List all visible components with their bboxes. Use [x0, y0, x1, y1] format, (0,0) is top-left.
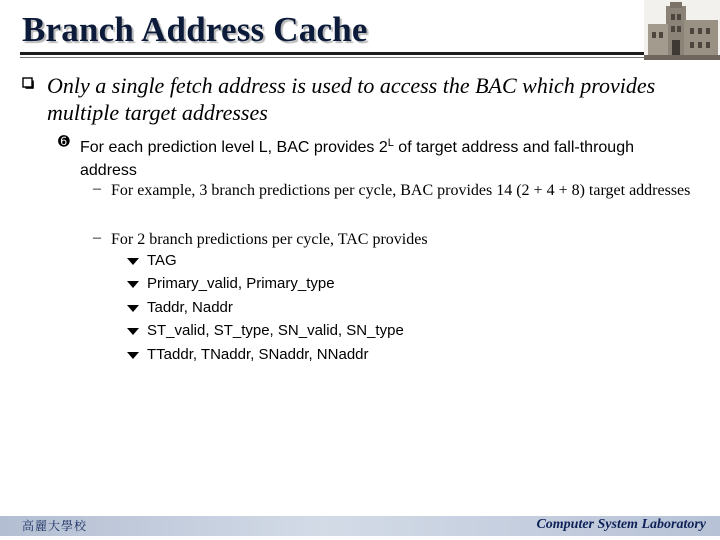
- down-arrow-bullet-icon: [127, 328, 139, 336]
- tac-field-item: ST_valid, ST_type, SN_valid, SN_type: [147, 322, 404, 339]
- sub-point-superscript: L: [387, 137, 394, 149]
- university-building-logo: [644, 0, 720, 60]
- sub-point-text-after: of target address and fall-through address: [80, 139, 634, 179]
- main-point-text: Only a single fetch address is used to access the BAC which provides multiple target addresses: [47, 73, 656, 125]
- slide-footer: [0, 516, 720, 536]
- slide-title: Branch Address Cache: [22, 10, 368, 49]
- example-item: For example, 3 branch predictions per cycle, BAC provides 14 (2 + 4 + 8) target addresses: [111, 182, 691, 199]
- square-bullet-icon: [22, 77, 34, 89]
- title-divider: [20, 52, 720, 55]
- tac-field-item: TTaddr, TNaddr, SNaddr, NNaddr: [147, 346, 369, 363]
- tac-field-item: Taddr, Naddr: [147, 299, 233, 316]
- numbered-circle-bullet-icon: ➏: [58, 134, 70, 150]
- down-arrow-bullet-icon: [127, 352, 139, 360]
- sub-point-text-before: For each prediction level L, BAC provides 2: [80, 139, 388, 156]
- lab-name: Computer System Laboratory: [536, 517, 706, 532]
- dash-bullet-icon: –: [93, 180, 101, 197]
- sub-point-text: [80, 132, 680, 182]
- university-name: 高麗大學校: [22, 519, 88, 533]
- tac-field-item: Primary_valid, Primary_type: [147, 275, 335, 292]
- down-arrow-bullet-icon: [127, 281, 139, 289]
- down-arrow-bullet-icon: [127, 305, 139, 313]
- title-divider-thin: [20, 57, 720, 58]
- dash-bullet-icon: –: [93, 229, 101, 246]
- tac-field-item: TAG: [147, 252, 177, 269]
- example-item: For 2 branch predictions per cycle, TAC provides: [111, 231, 428, 248]
- down-arrow-bullet-icon: [127, 258, 139, 266]
